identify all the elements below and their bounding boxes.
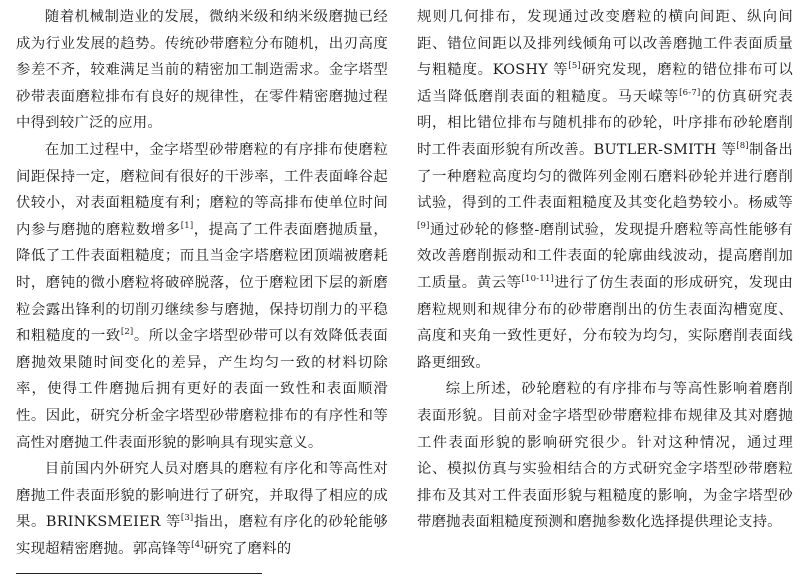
text-segment: 的仿真研究表明，相比错位排布与随机排布的砂轮，叶序排布砂轮磨削时工件表面形貌有所改善。BUTLER-SMITH 等 xyxy=(417,88,794,158)
citation-ref: [10-11] xyxy=(521,273,555,284)
text-segment: ，提高了工件表面磨抛质量，降低了工件表面粗糙度；而且当金字塔磨粒团顶端被磨耗时，磨钝的微小磨粒将破碎脱落，位于磨粒团下层的新磨粒会露出锋利的切削刃继续参与磨抛，保持切削力的平稳和粗糙度的一致 xyxy=(16,221,388,345)
citation-ref: [4] xyxy=(191,539,204,550)
paragraph-research-continued xyxy=(417,4,793,376)
text-segment: 通过砂轮的修整-磨削试验，发现提升磨粒等高性能够有效改善磨削振动和工件表面的轮廓曲线波动，提高磨削加工质量。黄云等 xyxy=(417,221,793,291)
text-segment: 进行了仿生表面的形成研究，发现由磨粒规则和规律分布的砂带磨削出的仿生表面沟槽宽度、高度和夹角一致性更好，分布较为均匀，实际磨削表面线路更细致。 xyxy=(417,274,793,371)
right-column xyxy=(417,4,793,536)
text-segment: 目前国内外研究人员对磨具的磨粒有序化和等高性对磨抛工件表面形貌的影响进行了研究，并取得了相应的成果。BRINKSMEIER 等 xyxy=(16,461,388,531)
citation-ref: [6-7] xyxy=(679,87,701,98)
citation-ref: [3] xyxy=(180,513,194,524)
citation-ref: [9] xyxy=(417,220,430,231)
footnote-divider xyxy=(16,573,262,574)
text-segment: 研究发现，磨粒的错位排布可以适当降低磨削表面的粗糙度。马天嵘等 xyxy=(417,62,793,105)
citation-ref: [8] xyxy=(736,140,749,151)
citation-ref: [5] xyxy=(568,61,581,72)
left-column xyxy=(16,4,388,562)
citation-ref: [2] xyxy=(120,327,134,338)
text-segment: 制备出了一种磨粒高度均匀的微阵列金刚石磨料砂轮并进行磨削试验，得到的工件表面粗糙度及其变化趋势较小。杨威等 xyxy=(417,141,793,212)
paragraph-pyramid-belt xyxy=(16,137,388,456)
text-segment: 研究了磨料的 xyxy=(203,540,292,557)
text-segment: 在加工过程中，金字塔型砂带磨粒的有序排布使磨粒间距保持一定，磨粒间有很好的干涉率，工件表面峰谷起伏较小，对表面粗糙度有利；磨粒的等高排布使单位时间内参与磨抛的磨粒数增多 xyxy=(16,141,388,238)
text-segment: 规则几何排布，发现通过改变磨粒的横向间距、纵向间距、错位间距以及排列线倾角可以改善磨抛工件表面质量与粗糙度。KOSHY 等 xyxy=(417,9,793,79)
paragraph-research-status xyxy=(16,456,388,562)
text-segment: 。所以金字塔型砂带可以有效降低表面磨抛效果随时间变化的差异，产生均匀一致的材料切除率，使得工件磨抛后拥有更好的表面一致性和表面顺滑性。因此，研究分析金字塔型砂带磨粒排布的有序性和等高性对磨抛工件表面形貌的影响具有现实意义。 xyxy=(16,328,388,451)
citation-ref: [1] xyxy=(180,220,194,231)
paragraph-intro: 随着机械制造业的发展，微纳米级和纳米级磨抛已经成为行业发展的趋势。传统砂带磨粒分布随机，出刃高度参差不齐，较难满足当前的精密加工制造需求。金字塔型砂带表面磨粒排布有良好的规律性，在零件精密磨抛过程中得到较广泛的应用。 xyxy=(16,9,388,132)
text-segment: 指出，磨粒有序化的砂轮能够实现超精密磨抛。郭高锋等 xyxy=(16,514,388,557)
paragraph-summary: 综上所述，砂轮磨粒的有序排布与等高性影响着磨削表面形貌。目前对金字塔型砂带磨粒排布规律及其对磨抛工件表面形貌的影响研究很少。针对这种情况，通过理论、模拟仿真与实验相结合的方式研究金字塔型砂带磨粒排布及其对工件表面形貌与粗糙度的影响，为金字塔型砂带磨抛表面粗糙度预测和磨抛参数化选择提供理论支持。 xyxy=(417,381,793,531)
